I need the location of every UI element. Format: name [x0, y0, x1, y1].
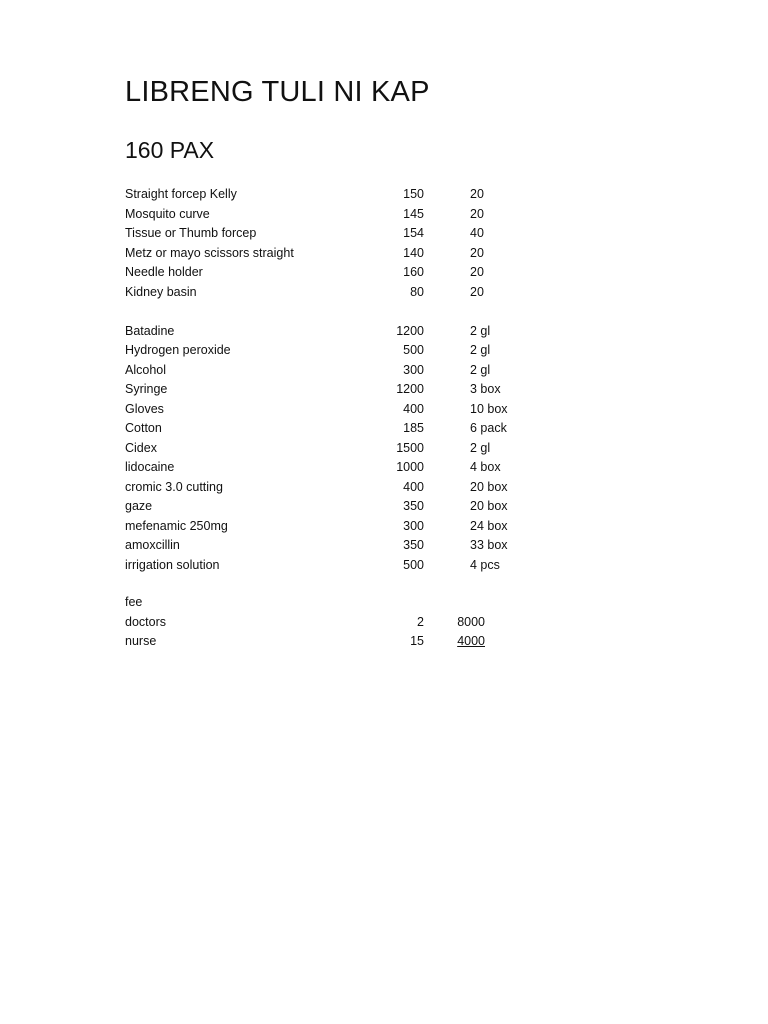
- fee-heading: fee: [125, 595, 143, 609]
- fee-amount: 8000: [457, 614, 485, 629]
- list-item: [0, 556, 768, 576]
- list-item: [0, 478, 768, 498]
- item-qty: 185: [403, 421, 424, 435]
- item-name: Straight forcep Kelly: [125, 187, 237, 201]
- fee-qty: 2: [417, 614, 424, 629]
- fee-qty: 15: [410, 634, 424, 648]
- item-qty: 350: [403, 538, 424, 552]
- item-name: Cotton: [125, 421, 162, 435]
- item-value: 20: [470, 187, 484, 201]
- item-value: 2 gl: [470, 323, 491, 338]
- item-value: 3 box: [470, 382, 501, 396]
- item-qty: 154: [403, 226, 424, 240]
- item-qty: 150: [403, 187, 424, 201]
- item-qty: 160: [403, 265, 424, 279]
- item-name: Alcohol: [125, 362, 166, 377]
- item-qty: 145: [403, 206, 424, 221]
- item-qty: 500: [403, 343, 424, 357]
- list-item: [0, 205, 768, 225]
- item-value: 2 gl: [470, 440, 491, 455]
- item-value: 40: [470, 226, 484, 240]
- item-qty: 400: [403, 401, 424, 416]
- item-name: Gloves: [125, 401, 164, 416]
- list-item: [0, 419, 768, 439]
- item-value: 20: [470, 206, 484, 221]
- item-value: 2 gl: [470, 362, 491, 377]
- item-qty: 350: [403, 499, 424, 513]
- item-value: 10 box: [470, 401, 508, 416]
- item-name: amoxcillin: [125, 538, 180, 552]
- item-value: 6 pack: [470, 421, 507, 435]
- pax-count: 160 PAX: [125, 137, 215, 163]
- fee-name: doctors: [125, 614, 166, 629]
- fee-amount: 4000: [457, 634, 485, 648]
- item-qty: 500: [403, 557, 424, 572]
- item-name: lidocaine: [125, 460, 175, 474]
- fee-name: nurse: [125, 634, 157, 648]
- item-name: gaze: [125, 499, 153, 513]
- item-name: Kidney basin: [125, 284, 197, 299]
- item-name: Syringe: [125, 382, 168, 396]
- item-name: Mosquito curve: [125, 206, 210, 221]
- item-qty: 140: [403, 245, 424, 260]
- item-name: mefenamic 250mg: [125, 518, 228, 533]
- item-value: 20: [470, 265, 484, 279]
- item-qty: 300: [403, 518, 424, 533]
- item-value: 2 gl: [470, 343, 491, 357]
- fee-row: [0, 613, 768, 633]
- list-item: [0, 341, 768, 361]
- page-title: LIBRENG TULI NI KAP: [125, 76, 430, 108]
- item-name: Tissue or Thumb forcep: [125, 226, 257, 240]
- item-qty: 300: [403, 362, 424, 377]
- list-item: [0, 224, 768, 244]
- item-qty: 1500: [396, 440, 424, 455]
- list-item: [0, 536, 768, 556]
- list-item: [0, 458, 768, 478]
- item-name: Metz or mayo scissors straight: [125, 245, 294, 260]
- list-item: [0, 283, 768, 303]
- fee-row: [0, 632, 768, 652]
- item-value: 20: [470, 245, 484, 260]
- list-item: [0, 497, 768, 517]
- item-name: Batadine: [125, 323, 175, 338]
- item-qty: 80: [410, 284, 424, 299]
- item-value: 4 box: [470, 460, 501, 474]
- list-item: [0, 263, 768, 283]
- list-item: [0, 244, 768, 264]
- list-item: [0, 185, 768, 205]
- list-item: [0, 400, 768, 420]
- list-item: [0, 361, 768, 381]
- list-item: [0, 439, 768, 459]
- list-item: [0, 517, 768, 537]
- item-qty: 1200: [396, 323, 424, 338]
- item-qty: 1000: [396, 460, 424, 474]
- item-qty: 400: [403, 479, 424, 494]
- item-name: Cidex: [125, 440, 157, 455]
- item-qty: 1200: [396, 382, 424, 396]
- item-name: Hydrogen peroxide: [125, 343, 231, 357]
- list-item: [0, 322, 768, 342]
- item-value: 20 box: [470, 479, 508, 494]
- item-value: 20 box: [470, 499, 508, 513]
- item-value: 20: [470, 284, 484, 299]
- item-name: irrigation solution: [125, 557, 220, 572]
- item-value: 24 box: [470, 518, 508, 533]
- item-name: Needle holder: [125, 265, 203, 279]
- list-item: [0, 380, 768, 400]
- item-value: 33 box: [470, 538, 508, 552]
- item-value: 4 pcs: [470, 557, 500, 572]
- fee-heading-row: [0, 593, 768, 613]
- item-name: cromic 3.0 cutting: [125, 479, 223, 494]
